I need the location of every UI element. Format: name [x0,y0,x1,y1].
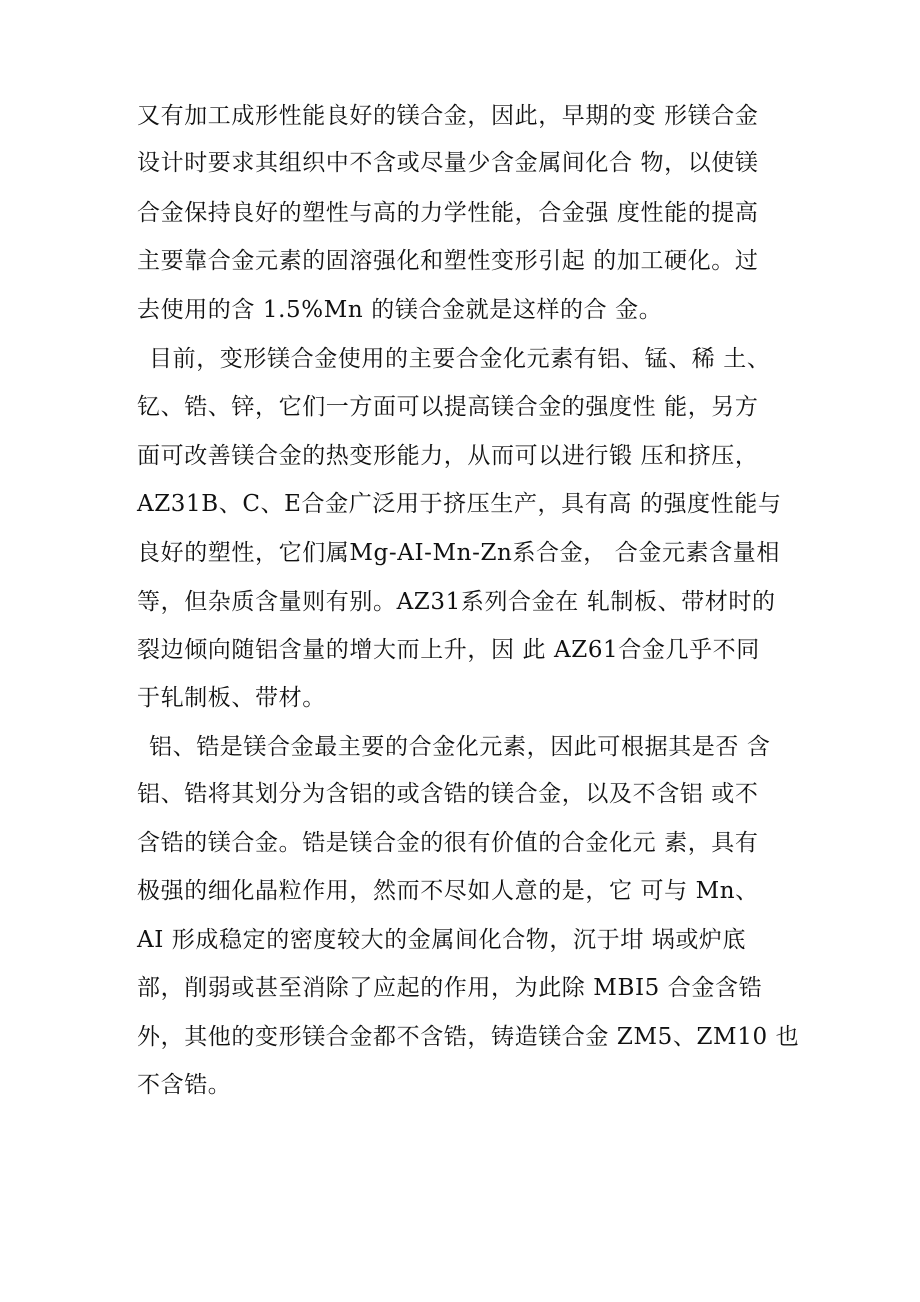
paragraph-line: 目前，变形镁合金使用的主要合金化元素有铝、锰、稀 土、 [149,346,771,372]
paragraph-line: 等，但杂质含量则有别。AZ31系列合金在 轧制板、带材时的 [137,589,776,615]
paragraph-line: 良好的塑性，它们属Mg-AI-Mn-Zn系合金， 合金元素含量相 [137,540,780,566]
paragraph-line: 铝、锆将其划分为含铝的或含锆的镁合金，以及不含铝 或不 [137,781,759,807]
paragraph-line: AI 形成稳定的密度较大的金属间化合物，沉于坩 埚或炉底 [137,927,747,953]
paragraph-line: 极强的细化晶粒作用，然而不尽如人意的是，它 可与 Mn、 [137,878,759,904]
paragraph-line: 面可改善镁合金的热变形能力，从而可以进行锻 压和挤压， [137,443,759,469]
paragraph-line: 钇、锆、锌，它们一方面可以提高镁合金的强度性 能，另方 [137,394,759,420]
paragraph-line: 主要靠合金元素的固溶强化和塑性变形引起 的加工硬化。过 [137,248,759,274]
paragraph-line: 不含锆。 [137,1072,232,1098]
paragraph-line: 设计时要求其组织中不含或尽量少含金属间化合 物，以使镁 [137,150,759,176]
paragraph-line: 去使用的含 1.5%Mn 的镁合金就是这样的合 金。 [137,297,663,323]
paragraph-line: 铝、锆是镁合金最主要的合金化元素，因此可根据其是否 含 [149,734,771,760]
paragraph-line: 又有加工成形性能良好的镁合金，因此，早期的变 形镁合金 [137,103,759,129]
paragraph-line: 于轧制板、带材。 [137,685,326,711]
paragraph-line: 合金保持良好的塑性与高的力学性能，合金强 度性能的提高 [137,200,759,226]
paragraph-line: 裂边倾向随铝含量的增大而上升，因 此 AZ61合金几乎不同 [137,637,760,663]
paragraph-line: 外，其他的变形镁合金都不含锆，铸造镁合金 ZM5、ZM10 也 [137,1024,800,1050]
paragraph-line: 含锆的镁合金。锆是镁合金的很有价值的合金化元 素，具有 [137,830,759,856]
paragraph-line: 部，削弱或甚至消除了应起的作用，为此除 MBI5 合金含锆 [137,975,763,1001]
paragraph-line: AZ31B、C、E合金广泛用于挤压生产，具有高 的强度性能与 [137,491,782,517]
